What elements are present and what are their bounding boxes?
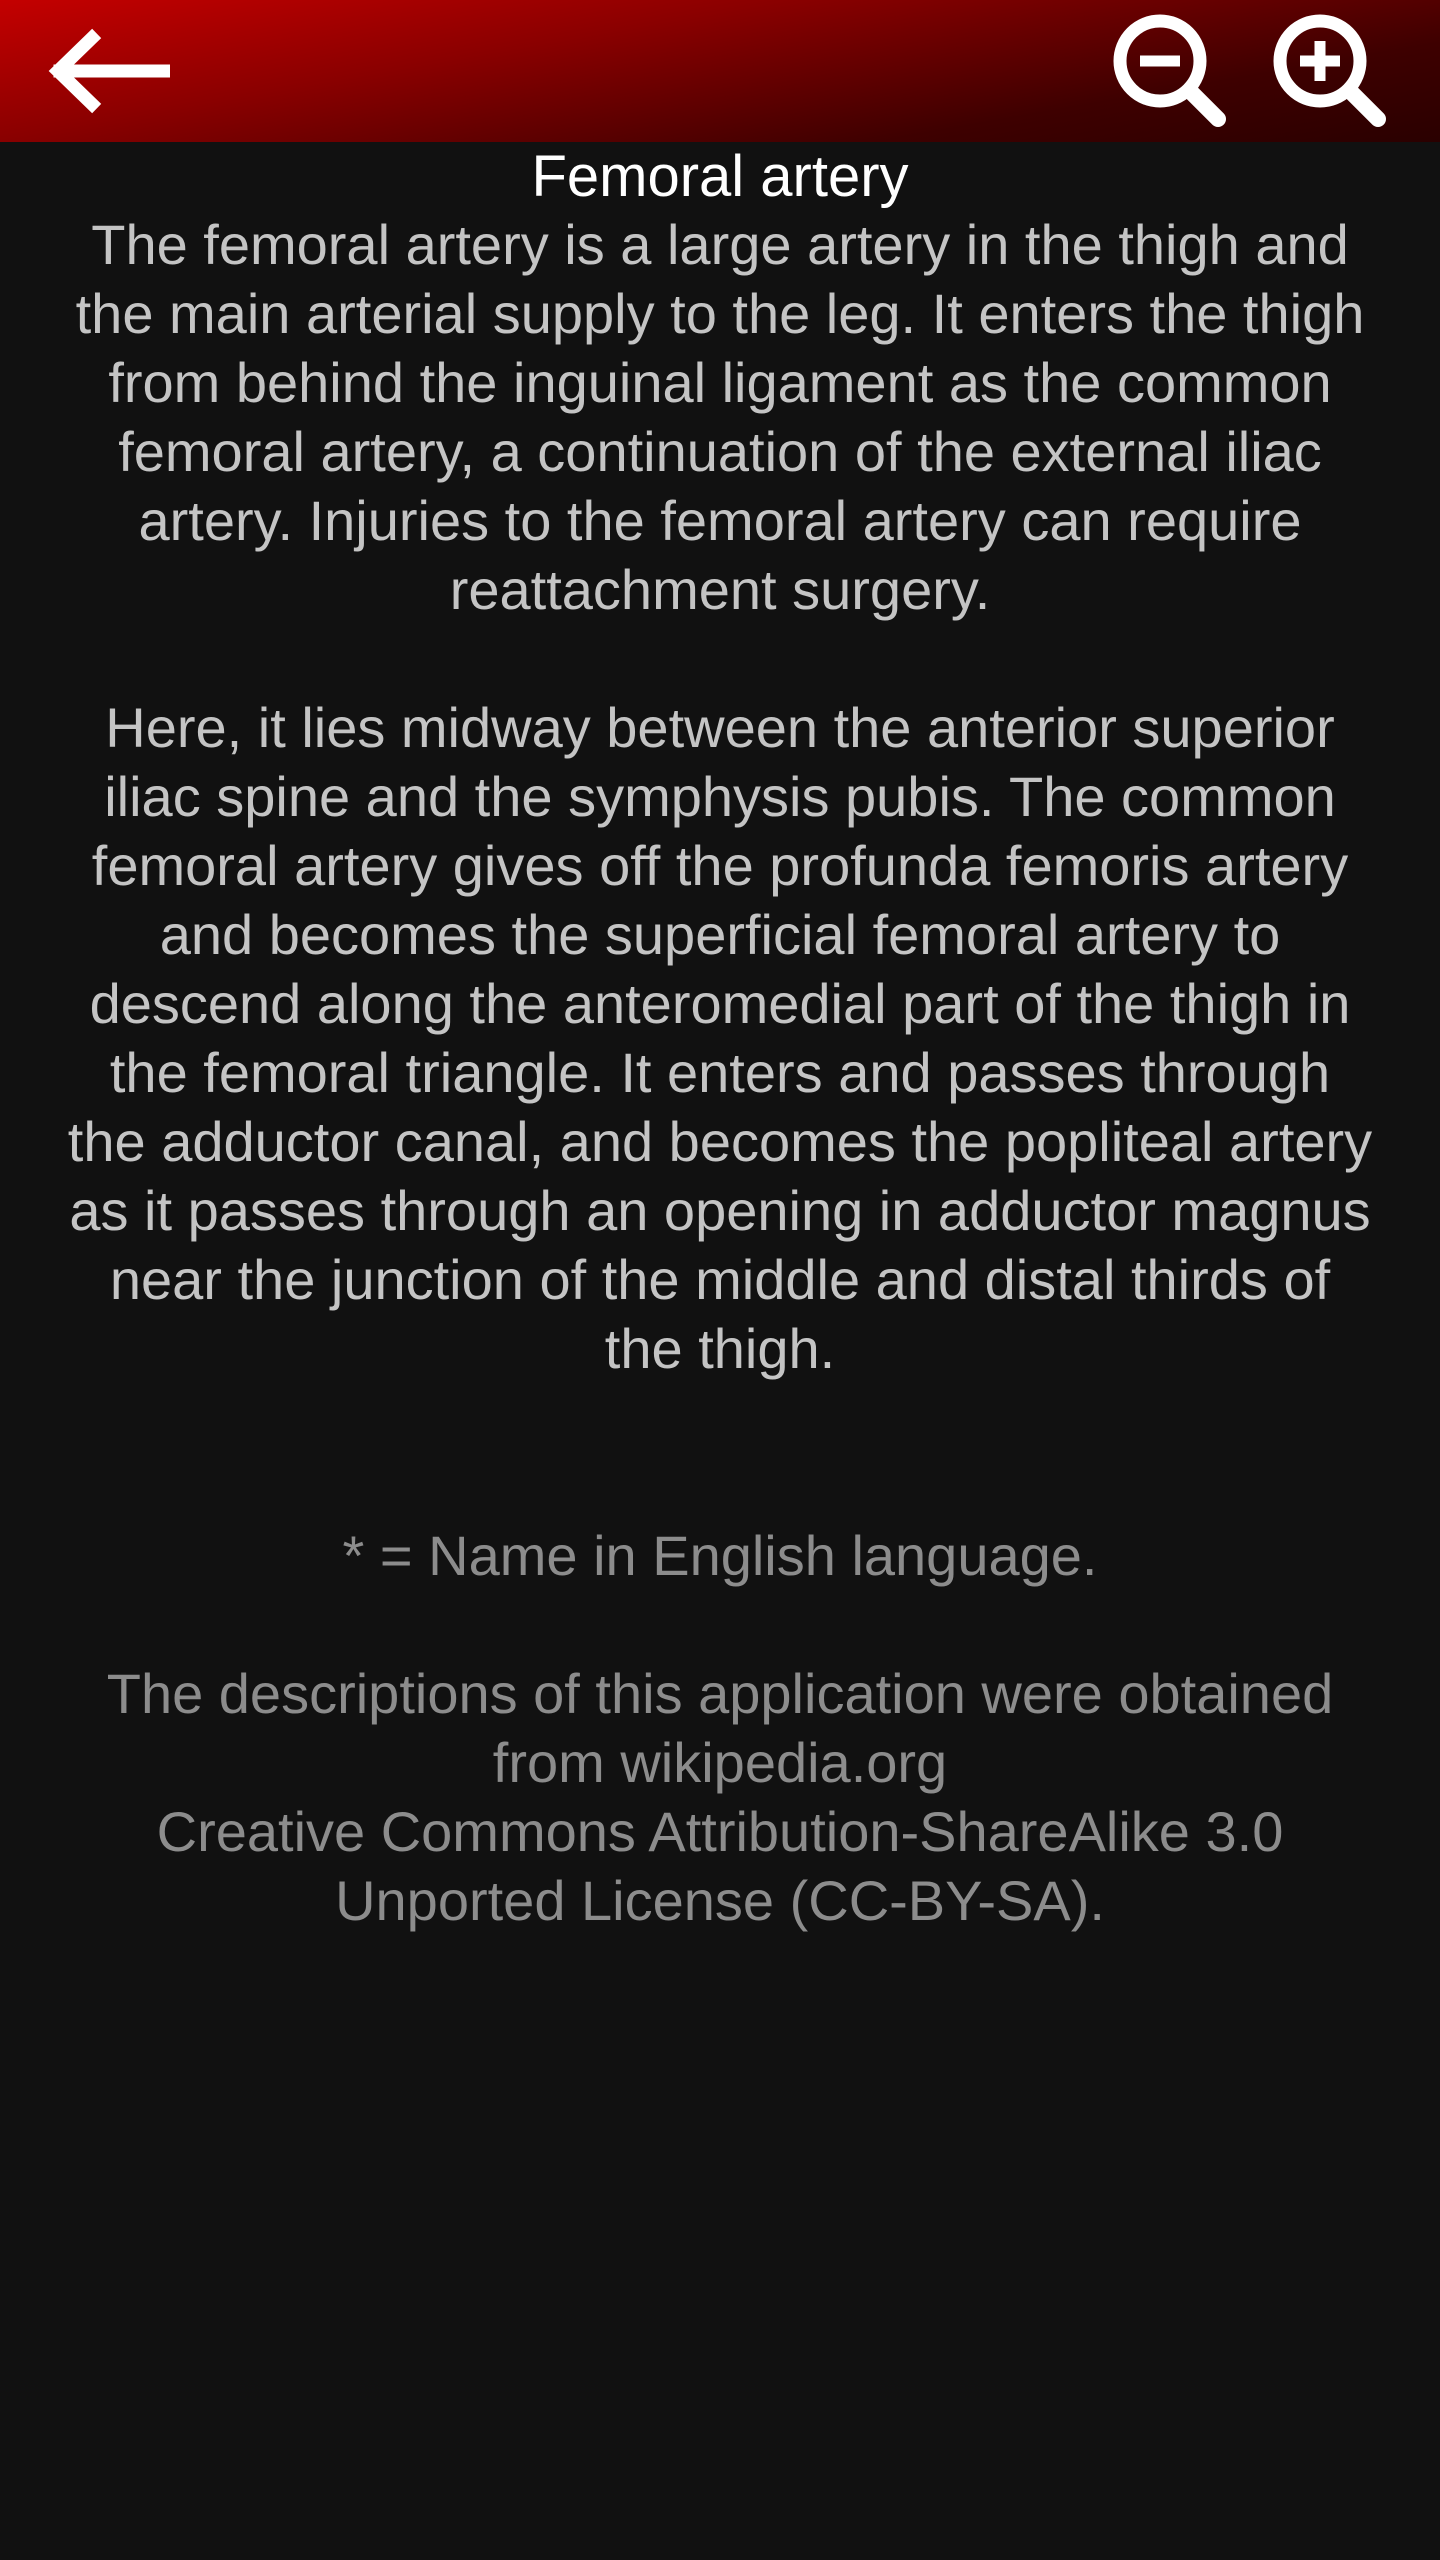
text-line: the main arterial supply to the leg. It enters the thigh	[75, 282, 1365, 345]
text-line: descend along the anteromedial part of the thigh in	[89, 972, 1351, 1035]
language-note: * = Name in English language.	[342, 1524, 1098, 1587]
text-line: iliac spine and the symphysis pubis. The common	[104, 765, 1336, 828]
text-line: reattachment surgery.	[449, 558, 991, 621]
text-line: The femoral artery is a large artery in the thigh and	[91, 213, 1349, 276]
page-title: Femoral artery	[531, 144, 909, 209]
article-content	[0, 142, 1440, 1935]
text-line: from behind the inguinal ligament as the common	[108, 351, 1332, 414]
zoom-in-icon	[1270, 11, 1390, 131]
text-line: Creative Commons Attribution-ShareAlike 3.0	[156, 1800, 1284, 1863]
zoom-out-button[interactable]	[1100, 0, 1240, 142]
text-line: near the junction of the middle and distal thirds of	[109, 1248, 1331, 1311]
text-line: Unported License (CC-BY-SA).	[335, 1869, 1105, 1932]
text-line: Here, it lies midway between the anterior superior	[105, 696, 1335, 759]
attribution-text	[0, 1659, 1440, 1935]
text-line: femoral artery gives off the profunda femoris artery	[91, 834, 1349, 897]
text-line: and becomes the superficial femoral artery to	[159, 903, 1281, 966]
back-button[interactable]	[30, 0, 180, 142]
arrow-left-icon	[40, 26, 170, 116]
text-line: the femoral triangle. It enters and passes through	[109, 1041, 1331, 1104]
zoom-out-icon	[1110, 11, 1230, 131]
text-line: The descriptions of this application were obtained	[106, 1662, 1334, 1725]
text-line: femoral artery, a continuation of the external iliac	[118, 420, 1322, 483]
top-toolbar	[0, 0, 1440, 142]
spacer	[0, 1383, 1440, 1452]
text-line: as it passes through an opening in adductor magnus	[69, 1179, 1371, 1242]
spacer	[0, 624, 1440, 693]
text-line: artery. Injuries to the femoral artery can require	[138, 489, 1302, 552]
text-line: the thigh.	[604, 1317, 836, 1380]
spacer	[0, 1452, 1440, 1521]
zoom-in-button[interactable]	[1260, 0, 1400, 142]
description-paragraph-1	[0, 210, 1440, 624]
text-line: from wikipedia.org	[492, 1731, 948, 1794]
spacer	[0, 1590, 1440, 1659]
description-paragraph-2	[0, 693, 1440, 1383]
text-line: the adductor canal, and becomes the popliteal artery	[67, 1110, 1373, 1173]
